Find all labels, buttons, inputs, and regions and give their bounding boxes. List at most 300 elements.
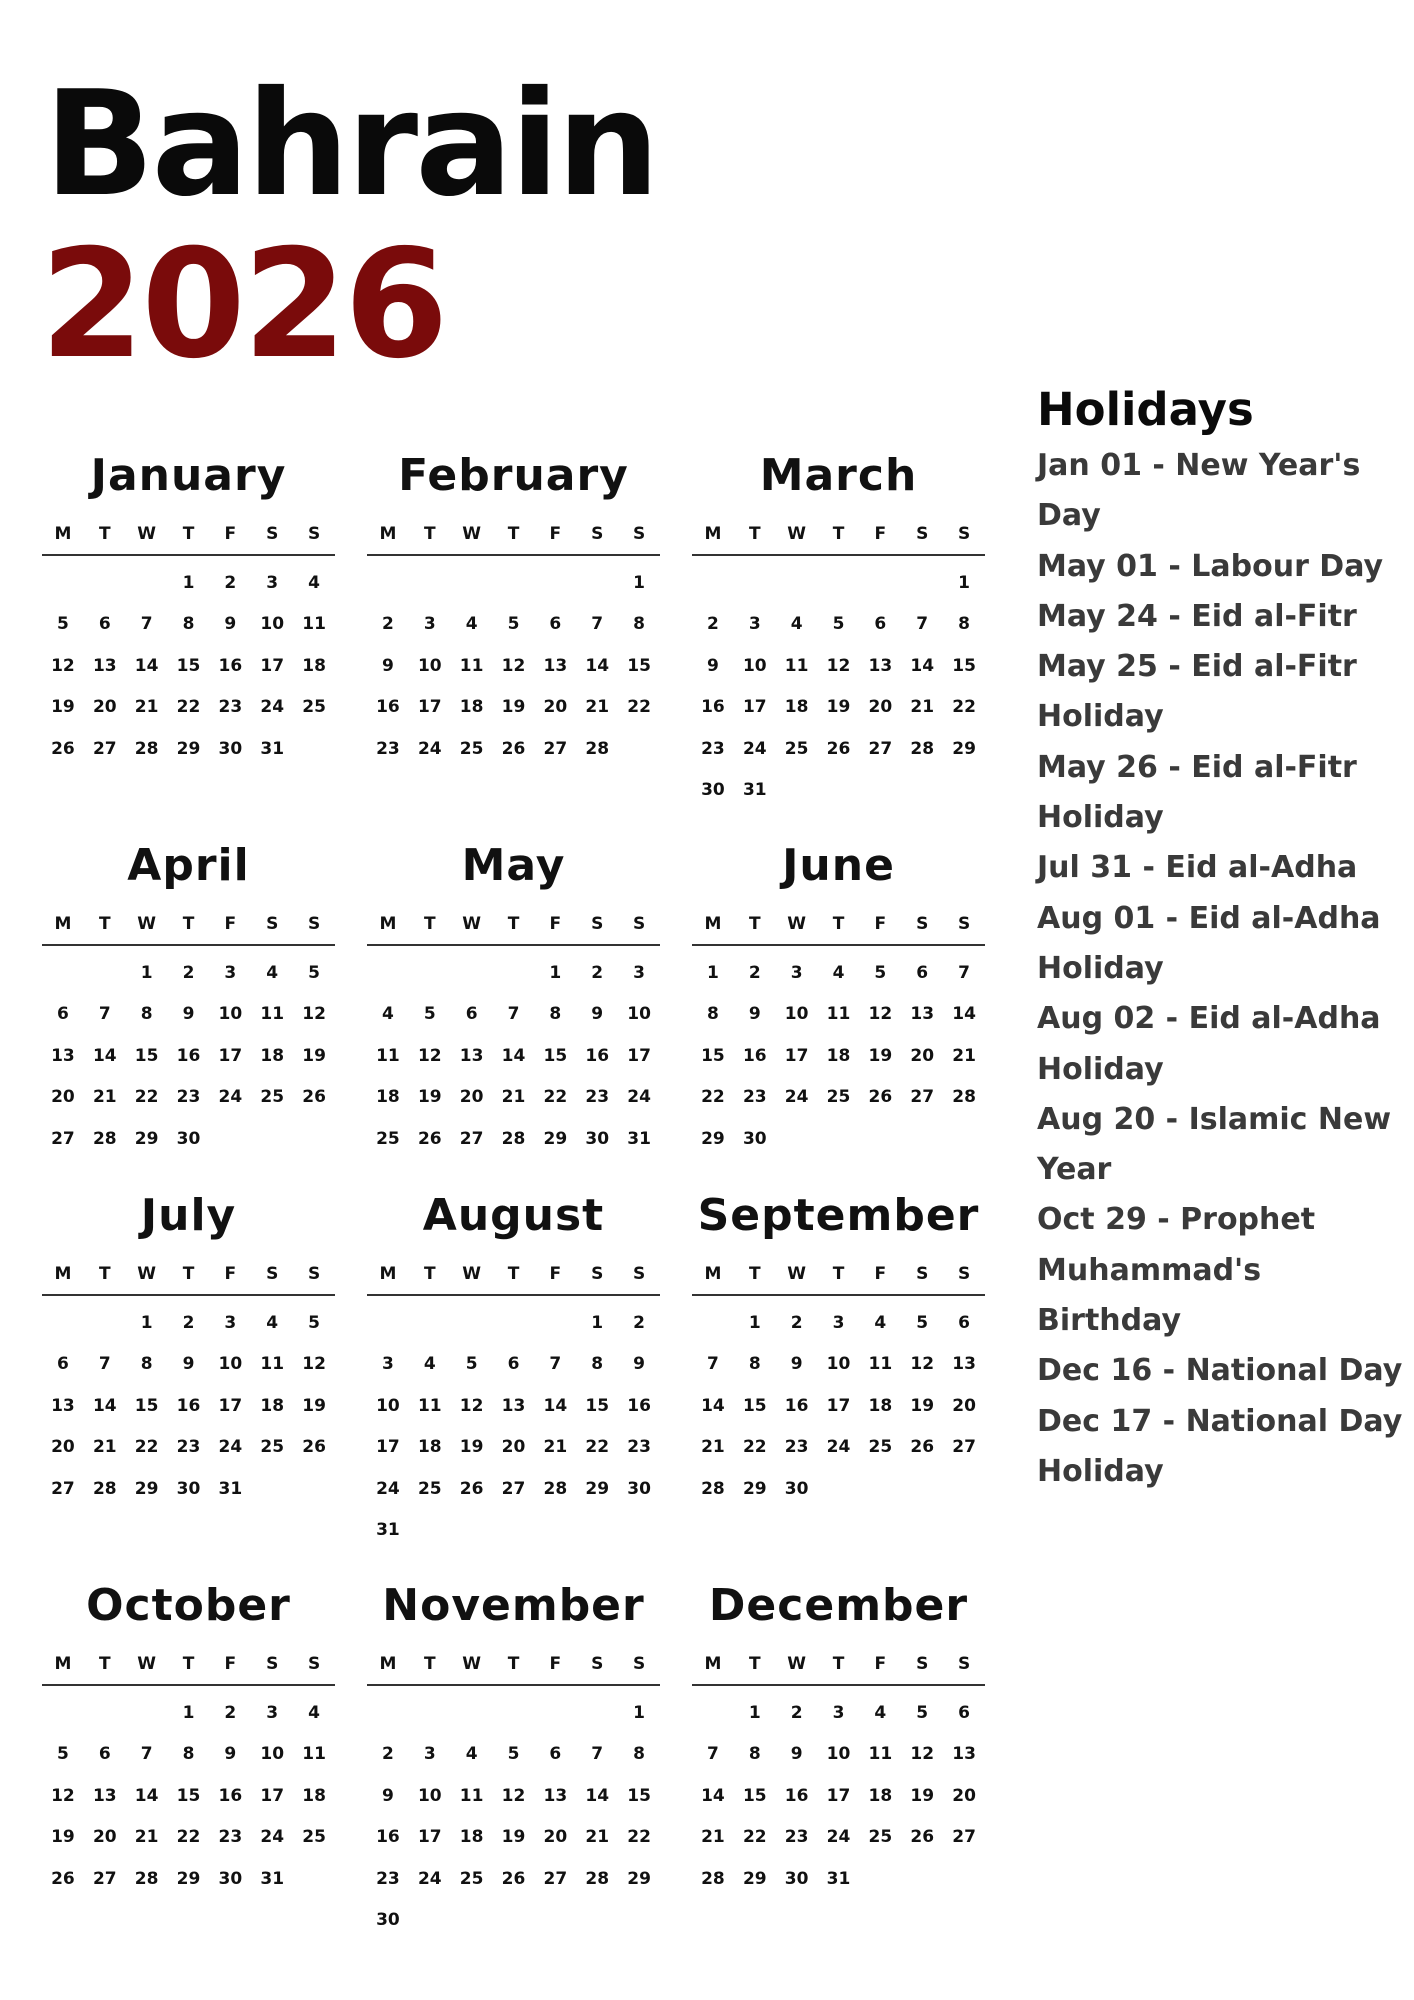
weekday-label: T <box>507 1654 520 1674</box>
day-cell: 1 <box>633 1702 645 1723</box>
day-cell: 12 <box>910 1354 935 1375</box>
day-cell: 5 <box>916 1702 929 1723</box>
weekday-label: T <box>507 524 520 544</box>
day-cell: 19 <box>51 1827 75 1848</box>
weekday-label: S <box>916 524 929 544</box>
day-cell: 22 <box>543 1087 568 1108</box>
day-cell: 23 <box>376 738 400 759</box>
day-cell: 13 <box>501 1395 526 1416</box>
day-cell: 7 <box>140 614 153 635</box>
day-cell: 2 <box>707 614 719 635</box>
day-cell: 9 <box>790 1744 803 1765</box>
day-cell: 15 <box>543 1045 568 1066</box>
day-cell: 19 <box>51 697 75 718</box>
month-name: September <box>697 1190 980 1241</box>
weekday-label: W <box>787 1654 807 1674</box>
day-cell: 15 <box>176 1785 201 1806</box>
day-cell: 11 <box>302 614 326 635</box>
day-cell: 17 <box>742 697 767 718</box>
day-cell: 26 <box>910 1437 935 1458</box>
holiday-item: Jan 01 - New Year's Day <box>1037 448 1361 534</box>
months-grid <box>42 446 992 1946</box>
day-cell: 12 <box>501 655 526 676</box>
day-cell: 10 <box>376 1395 400 1416</box>
day-cell: 24 <box>826 1437 851 1458</box>
day-cell: 11 <box>260 1004 285 1025</box>
month-name: July <box>140 1190 237 1241</box>
day-cell: 19 <box>501 697 526 718</box>
day-cell: 11 <box>459 1785 484 1806</box>
day-cell: 8 <box>707 1004 719 1025</box>
day-cell: 25 <box>417 1478 442 1499</box>
day-cell: 28 <box>134 1868 159 1889</box>
day-cell: 14 <box>701 1395 725 1416</box>
month-calendar-september <box>692 1186 985 1576</box>
day-cell: 28 <box>585 1868 610 1889</box>
day-cell: 4 <box>308 572 320 593</box>
weekday-label: T <box>748 524 761 544</box>
weekday-label: S <box>307 524 321 544</box>
day-cell: 23 <box>218 1827 243 1848</box>
day-cell: 17 <box>826 1785 851 1806</box>
day-cell: 28 <box>585 738 610 759</box>
weekday-label: W <box>462 524 482 544</box>
day-cell: 4 <box>423 1354 436 1375</box>
day-cell: 26 <box>51 738 75 759</box>
weekday-header <box>692 1260 985 1296</box>
day-cell: 30 <box>784 1478 809 1499</box>
day-cell: 12 <box>302 1354 326 1375</box>
day-cell: 3 <box>423 614 436 635</box>
day-cell: 15 <box>742 1785 767 1806</box>
day-cell: 10 <box>417 655 442 676</box>
day-cell: 27 <box>51 1128 75 1149</box>
day-cell: 21 <box>701 1827 725 1848</box>
month-name: August <box>422 1190 605 1241</box>
day-cell: 15 <box>176 655 201 676</box>
day-cell: 24 <box>627 1087 651 1108</box>
day-cell: 7 <box>140 1744 153 1765</box>
day-cell: 15 <box>627 655 651 676</box>
day-cell: 9 <box>224 614 237 635</box>
day-cell: 23 <box>376 1868 400 1889</box>
day-cell: 20 <box>543 697 568 718</box>
day-cell: 12 <box>868 1004 893 1025</box>
day-cell: 10 <box>627 1004 651 1025</box>
weekday-label: M <box>54 524 72 544</box>
weekday-label: T <box>98 1654 111 1674</box>
weekday-label: T <box>423 524 436 544</box>
weekday-label: M <box>704 1654 722 1674</box>
day-cell: 20 <box>51 1437 75 1458</box>
day-cell: 12 <box>501 1785 526 1806</box>
day-cell: 18 <box>376 1087 400 1108</box>
day-cell: 13 <box>51 1045 75 1066</box>
weekday-label: F <box>549 524 562 544</box>
day-cell: 24 <box>218 1087 243 1108</box>
weekday-label: S <box>266 1264 279 1284</box>
holiday-item: Jul 31 - Eid al-Adha <box>1037 850 1358 886</box>
day-cell: 10 <box>826 1744 851 1765</box>
day-cell: 30 <box>701 780 725 801</box>
day-cell: 21 <box>92 1087 117 1108</box>
day-cell: 14 <box>501 1045 526 1066</box>
day-cell: 4 <box>465 614 478 635</box>
month-name: June <box>782 840 895 891</box>
day-cell: 6 <box>57 1354 69 1375</box>
weekday-label: W <box>787 914 807 934</box>
day-cell: 16 <box>784 1395 809 1416</box>
day-cell: 24 <box>260 1827 285 1848</box>
day-cell: 8 <box>633 614 645 635</box>
holiday-item: Aug 02 - Eid al-Adha Holiday <box>1037 1001 1381 1087</box>
month-calendar-august <box>367 1186 660 1576</box>
day-cell: 2 <box>748 962 761 983</box>
day-cell: 16 <box>585 1045 610 1066</box>
day-cell: 19 <box>826 697 851 718</box>
month-calendar-january <box>42 446 335 836</box>
day-cell: 5 <box>465 1354 478 1375</box>
day-grid <box>367 1302 660 1551</box>
day-cell: 12 <box>417 1045 442 1066</box>
day-cell: 26 <box>868 1087 893 1108</box>
day-cell: 29 <box>134 1478 159 1499</box>
day-cell: 27 <box>543 738 568 759</box>
day-cell: 13 <box>543 655 568 676</box>
day-cell: 14 <box>952 1004 976 1025</box>
day-cell: 12 <box>51 655 75 676</box>
month-calendar-march <box>692 446 985 836</box>
day-cell: 3 <box>266 1702 279 1723</box>
day-cell: 5 <box>57 614 69 635</box>
day-cell: 31 <box>260 1868 285 1889</box>
day-cell: 21 <box>501 1087 526 1108</box>
day-cell: 25 <box>260 1437 285 1458</box>
day-cell: 18 <box>459 1827 484 1848</box>
day-cell: 14 <box>910 655 935 676</box>
day-cell: 21 <box>543 1437 568 1458</box>
day-cell: 5 <box>507 614 520 635</box>
day-cell: 20 <box>92 697 117 718</box>
day-cell: 8 <box>958 614 970 635</box>
weekday-label: S <box>266 524 279 544</box>
day-grid <box>692 1302 985 1510</box>
day-cell: 28 <box>701 1478 725 1499</box>
weekday-label: T <box>182 1264 195 1284</box>
day-cell: 7 <box>98 1004 111 1025</box>
day-cell: 27 <box>868 738 893 759</box>
day-cell: 27 <box>92 738 117 759</box>
weekday-label: W <box>462 914 482 934</box>
month-name: May <box>461 840 566 891</box>
weekday-label: F <box>224 524 237 544</box>
day-cell: 21 <box>92 1437 117 1458</box>
day-cell: 13 <box>868 655 893 676</box>
day-cell: 29 <box>134 1128 159 1149</box>
day-cell: 22 <box>176 697 201 718</box>
day-cell: 12 <box>302 1004 326 1025</box>
day-cell: 16 <box>627 1395 651 1416</box>
day-cell: 21 <box>910 697 935 718</box>
day-cell: 27 <box>952 1437 976 1458</box>
day-cell: 26 <box>302 1437 326 1458</box>
weekday-label: M <box>704 914 722 934</box>
holidays-title: Holidays <box>1037 383 1254 436</box>
weekday-header <box>367 520 660 556</box>
day-cell: 10 <box>742 655 767 676</box>
day-cell: 6 <box>98 1744 111 1765</box>
weekday-label: T <box>423 1654 436 1674</box>
day-cell: 1 <box>182 572 195 593</box>
day-cell: 18 <box>459 697 484 718</box>
day-cell: 22 <box>134 1087 159 1108</box>
weekday-header <box>42 520 335 556</box>
day-cell: 5 <box>57 1744 69 1765</box>
day-cell: 4 <box>266 1312 279 1333</box>
day-cell: 13 <box>910 1004 935 1025</box>
day-cell: 21 <box>701 1437 725 1458</box>
day-cell: 18 <box>826 1045 851 1066</box>
weekday-label: W <box>137 1264 157 1284</box>
day-cell: 20 <box>459 1087 484 1108</box>
day-cell: 12 <box>910 1744 935 1765</box>
day-cell: 19 <box>868 1045 893 1066</box>
weekday-label: W <box>462 1654 482 1674</box>
weekday-label: S <box>266 1654 279 1674</box>
weekday-label: M <box>54 1654 72 1674</box>
holiday-item: May 26 - Eid al-Fitr Holiday <box>1037 749 1357 836</box>
weekday-label: M <box>379 1654 397 1674</box>
weekday-label: M <box>54 1264 72 1284</box>
day-cell: 23 <box>585 1087 610 1108</box>
day-grid <box>692 952 985 1160</box>
day-cell: 7 <box>591 1744 604 1765</box>
day-cell: 27 <box>501 1478 526 1499</box>
day-cell: 9 <box>182 1004 195 1025</box>
day-cell: 14 <box>92 1395 117 1416</box>
day-cell: 29 <box>701 1128 725 1149</box>
day-cell: 8 <box>182 1744 195 1765</box>
day-cell: 2 <box>790 1702 803 1723</box>
day-cell: 19 <box>302 1395 326 1416</box>
day-cell: 10 <box>218 1004 243 1025</box>
holiday-item: Dec 16 - National Day <box>1037 1353 1403 1389</box>
day-cell: 16 <box>176 1045 201 1066</box>
day-cell: 1 <box>549 962 562 983</box>
day-cell: 1 <box>591 1312 604 1333</box>
day-cell: 4 <box>790 614 803 635</box>
day-cell: 14 <box>585 1785 610 1806</box>
day-cell: 9 <box>224 1744 237 1765</box>
day-cell: 21 <box>585 697 610 718</box>
month-name: February <box>398 450 629 501</box>
day-cell: 5 <box>832 614 845 635</box>
day-cell: 4 <box>308 1702 320 1723</box>
day-cell: 29 <box>176 1868 201 1889</box>
day-cell: 11 <box>868 1354 893 1375</box>
weekday-label: W <box>787 524 807 544</box>
day-cell: 30 <box>218 1868 243 1889</box>
day-cell: 6 <box>916 962 929 983</box>
day-cell: 8 <box>748 1354 761 1375</box>
day-cell: 3 <box>224 962 237 983</box>
day-cell: 4 <box>382 1004 394 1025</box>
weekday-label: F <box>549 914 562 934</box>
weekday-label: F <box>874 524 887 544</box>
weekday-label: F <box>224 914 237 934</box>
day-cell: 25 <box>376 1128 400 1149</box>
day-cell: 14 <box>134 655 159 676</box>
day-cell: 18 <box>868 1395 893 1416</box>
day-cell: 27 <box>910 1087 935 1108</box>
day-cell: 11 <box>868 1744 893 1765</box>
day-cell: 14 <box>134 1785 159 1806</box>
day-grid <box>42 562 335 770</box>
day-cell: 26 <box>417 1128 442 1149</box>
holiday-item: May 25 - Eid al-Fitr Holiday <box>1037 649 1357 735</box>
day-cell: 7 <box>98 1354 111 1375</box>
day-cell: 24 <box>218 1437 243 1458</box>
weekday-label: T <box>748 1264 761 1284</box>
day-cell: 11 <box>459 655 484 676</box>
weekday-label: S <box>591 1654 604 1674</box>
day-cell: 13 <box>51 1395 75 1416</box>
day-cell: 20 <box>952 1785 976 1806</box>
day-cell: 6 <box>465 1004 478 1025</box>
day-cell: 9 <box>748 1004 761 1025</box>
day-cell: 28 <box>952 1087 976 1108</box>
day-cell: 20 <box>952 1395 976 1416</box>
day-cell: 17 <box>260 655 285 676</box>
day-cell: 27 <box>51 1478 75 1499</box>
weekday-label: T <box>507 914 520 934</box>
day-cell: 3 <box>382 1354 394 1375</box>
day-cell: 25 <box>302 697 326 718</box>
day-cell: 8 <box>140 1354 153 1375</box>
day-cell: 25 <box>302 1827 326 1848</box>
month-name: January <box>90 450 287 501</box>
day-cell: 5 <box>308 1312 320 1333</box>
day-cell: 13 <box>952 1744 976 1765</box>
day-cell: 7 <box>591 614 604 635</box>
day-cell: 7 <box>707 1744 719 1765</box>
day-grid <box>42 952 335 1160</box>
day-grid <box>42 1302 335 1510</box>
weekday-label: S <box>591 1264 604 1284</box>
day-cell: 20 <box>868 697 893 718</box>
day-cell: 12 <box>51 1785 75 1806</box>
day-cell: 4 <box>874 1702 887 1723</box>
day-cell: 20 <box>501 1437 526 1458</box>
day-cell: 6 <box>958 1312 970 1333</box>
day-cell: 26 <box>459 1478 484 1499</box>
day-cell: 17 <box>218 1395 243 1416</box>
month-calendar-february <box>367 446 660 836</box>
day-cell: 26 <box>501 738 526 759</box>
day-cell: 19 <box>459 1437 484 1458</box>
weekday-label: W <box>137 914 157 934</box>
day-cell: 17 <box>784 1045 809 1066</box>
day-cell: 27 <box>459 1128 484 1149</box>
day-cell: 8 <box>140 1004 153 1025</box>
day-cell: 15 <box>134 1395 159 1416</box>
holiday-item: Oct 29 - Prophet Muhammad's Birthday <box>1037 1202 1316 1339</box>
day-cell: 22 <box>742 1437 767 1458</box>
day-cell: 13 <box>952 1354 976 1375</box>
day-cell: 6 <box>549 1744 562 1765</box>
month-calendar-may <box>367 836 660 1186</box>
day-cell: 1 <box>707 962 719 983</box>
day-cell: 15 <box>134 1045 159 1066</box>
day-cell: 22 <box>952 697 976 718</box>
month-calendar-june <box>692 836 985 1186</box>
day-grid <box>692 562 985 811</box>
day-cell: 1 <box>958 572 970 593</box>
day-cell: 10 <box>260 1744 285 1765</box>
weekday-header <box>367 910 660 946</box>
day-cell: 3 <box>832 1702 845 1723</box>
day-cell: 1 <box>748 1312 761 1333</box>
day-cell: 22 <box>742 1827 767 1848</box>
day-cell: 29 <box>543 1128 568 1149</box>
day-cell: 9 <box>382 655 394 676</box>
day-cell: 25 <box>784 738 809 759</box>
day-cell: 22 <box>585 1437 610 1458</box>
day-cell: 5 <box>874 962 887 983</box>
day-cell: 1 <box>182 1702 195 1723</box>
weekday-label: M <box>379 1264 397 1284</box>
day-cell: 18 <box>260 1395 285 1416</box>
day-cell: 30 <box>176 1478 201 1499</box>
weekday-label: S <box>632 914 646 934</box>
day-cell: 3 <box>224 1312 237 1333</box>
day-cell: 22 <box>701 1087 725 1108</box>
month-name: October <box>86 1580 291 1631</box>
day-cell: 19 <box>910 1395 935 1416</box>
day-cell: 10 <box>826 1354 851 1375</box>
day-cell: 20 <box>92 1827 117 1848</box>
day-cell: 18 <box>302 1785 326 1806</box>
day-cell: 12 <box>459 1395 484 1416</box>
day-cell: 31 <box>742 780 767 801</box>
day-cell: 3 <box>266 572 279 593</box>
weekday-label: S <box>632 1654 646 1674</box>
day-cell: 26 <box>302 1087 326 1108</box>
day-cell: 4 <box>465 1744 478 1765</box>
day-cell: 1 <box>748 1702 761 1723</box>
weekday-label: F <box>224 1264 237 1284</box>
day-cell: 16 <box>376 697 400 718</box>
day-cell: 31 <box>627 1128 651 1149</box>
day-cell: 6 <box>549 614 562 635</box>
day-cell: 8 <box>633 1744 645 1765</box>
day-cell: 1 <box>140 1312 153 1333</box>
day-cell: 18 <box>868 1785 893 1806</box>
month-calendar-november <box>367 1576 660 1946</box>
day-cell: 11 <box>826 1004 851 1025</box>
day-cell: 1 <box>633 572 645 593</box>
day-cell: 24 <box>826 1827 851 1848</box>
day-cell: 6 <box>874 614 887 635</box>
weekday-label: T <box>832 1264 845 1284</box>
day-cell: 29 <box>952 738 976 759</box>
weekday-label: T <box>98 524 111 544</box>
day-cell: 31 <box>376 1520 400 1541</box>
day-cell: 8 <box>182 614 195 635</box>
day-cell: 25 <box>459 738 484 759</box>
weekday-label: T <box>98 1264 111 1284</box>
weekday-label: T <box>182 1654 195 1674</box>
